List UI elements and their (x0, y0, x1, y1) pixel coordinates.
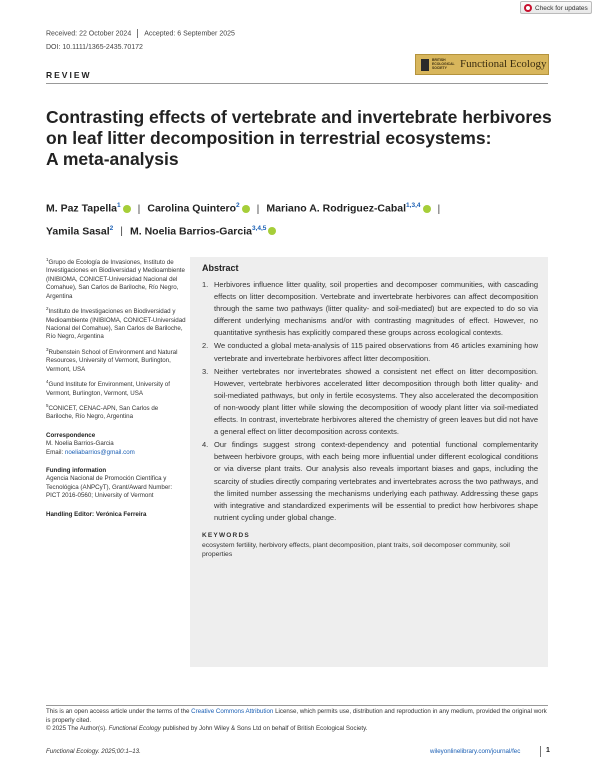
bes-logo-icon (421, 59, 429, 71)
correspondence-email-line: Email: noeliabarrios@gmail.com (46, 448, 135, 456)
keywords-heading: KEYWORDS (202, 531, 250, 539)
author-affiliation-sup: 1,3,4 (406, 202, 421, 209)
email-link[interactable]: noeliabarrios@gmail.com (64, 448, 135, 456)
title-line: A meta-analysis (46, 149, 179, 169)
author-name[interactable]: Carolina Quintero (147, 202, 237, 215)
journal-logo[interactable] (415, 54, 549, 75)
license-footer (46, 708, 548, 734)
author-separator: | (437, 202, 441, 215)
abstract-item: 4. Our findings suggest strong context-dependency and potential functional complementarity between herbivore groups, with each being more influential under different ecological conditions or via diverse plant traits. Our analysis also reveals important biases and gaps, including the scarcity of studies directly comparing vertebrates and invertebrates across the two pathways, and the limited number assessing the mechanisms underlying each pathway. Addressing these gaps with integrative and standardized experiments will be essential to predict how herbivores shape nutrient cycling under global change. (202, 440, 538, 522)
keywords: ecosystem fertility, herbivory effects, plant decomposition, plant traits, soil decomposer community, soil properties (202, 541, 510, 558)
doi: DOI: 10.1111/1365-2435.70172 (46, 44, 143, 51)
footer-divider (46, 705, 548, 706)
author-affiliation-sup: 3,4,5 (251, 224, 267, 232)
journal-url-link[interactable]: wileyonlinelibrary.com/journal/fec (430, 748, 521, 755)
page-number: 1 (546, 747, 550, 754)
orcid-icon[interactable] (423, 205, 431, 213)
affiliation: $^5$CONICET, CENAC-APN, San Carlos de Bariloche, Río Negro, Argentina (46, 402, 159, 421)
section-label: REVIEW (46, 70, 92, 80)
title-line: Contrasting effects of vertebrate and invertebrate herbivores (46, 107, 552, 127)
author-separator: | (120, 225, 123, 237)
correspondence-name: M. Noelia Barrios-Garcia (46, 440, 114, 448)
affiliation: $^3$Rubenstein School of Environment and Natural Resources, University of Vermont, Burlington, Vermont, USA (46, 346, 178, 373)
funding-heading: Funding information (46, 467, 107, 475)
handling-editor (46, 511, 186, 519)
author-affiliation-sup: 2 (236, 202, 240, 209)
author-affiliation-sup: 1 (117, 202, 121, 209)
author-separator: | (256, 202, 260, 215)
check-for-updates-label: Check for updates (535, 5, 588, 12)
sidebar-info (46, 256, 186, 529)
correspondence-heading: Correspondence (46, 431, 96, 439)
date-divider (137, 29, 138, 38)
author-name[interactable]: Yamila Sasal (46, 225, 110, 237)
orcid-icon[interactable] (123, 205, 131, 213)
author-list (46, 196, 556, 241)
affiliation: $^2$Instituto de Investigaciones en Biodiversidad y Medioambiente (INIBIOMA, CONICET-Universidad Nacional del Comahue), San Carlos de Bariloche, Río Negro, Argentina (46, 306, 186, 341)
page-divider (540, 746, 541, 757)
abstract-item: 1. Herbivores influence litter quality, soil properties and decomposer communities, with cascading effects on litter decomposition. Vertebrate and invertebrate herbivores can affect decomposition through the same two pathways (litter quality- and soil-mediated) but are expected to do so via different underlying mechanisms and/or with contrasting magnitudes of effect. However, no quantitative synthesis has explicitly compared these groups across ecological contexts. (202, 280, 538, 338)
header-divider (46, 83, 548, 84)
orcid-icon[interactable] (242, 205, 250, 213)
affiliation: $^1$Grupo de Ecología de Invasiones, Instituto de Investigaciones en Biodiversidad y Medioambiente (INIBIOMA, CONICET-Universidad Nacional del Comahue), San Carlos de Bariloche, Río Negro, Argentina (46, 257, 185, 300)
copyright-text: © 2025 The Author(s). Functional Ecology published by John Wiley & Sons Ltd on behalf of British Ecological Society. (46, 725, 368, 733)
abstract-box (190, 257, 548, 667)
cc-license-link[interactable]: Creative Commons Attribution (191, 708, 274, 715)
article-title (46, 107, 556, 170)
orcid-icon[interactable] (268, 227, 276, 235)
abstract-heading: Abstract (202, 263, 239, 273)
check-for-updates-button[interactable] (520, 1, 592, 14)
abstract-list (202, 279, 538, 524)
title-line: on leaf litter decomposition in terrestrial ecosystems: (46, 128, 492, 148)
author-name[interactable]: Mariano A. Rodriguez-Cabal (266, 202, 407, 215)
article-dates (46, 29, 235, 38)
abstract-item: 2. We conducted a global meta-analysis of 115 paired observations from 46 articles examining how vertebrate and invertebrate herbivores affect litter decomposition. (202, 341, 538, 363)
logo-society-text: BRITISH ECOLOGICAL SOCIETY (432, 58, 455, 70)
crossmark-icon (524, 4, 532, 12)
citation: Functional Ecology. 2025;00:1–13. (46, 748, 141, 755)
handling-editor-text: Handling Editor: Verónica Ferreira (46, 510, 147, 518)
accepted-date: Accepted: 6 September 2025 (144, 30, 235, 38)
author-separator: | (137, 202, 141, 215)
funding-text: Agencia Nacional de Promoción Científica y Tecnológica (ANPCyT), Grant/Award Number: PICT 2016-0560; University of Vermont (46, 475, 173, 500)
license-text: This is an open access article under the terms of the Creative Commons Attribution License, which permits use, distribution and reproduction in any medium, provided the original work is properly cited. (46, 708, 547, 724)
author-name[interactable]: M. Noelia Barrios-Garcia (130, 225, 252, 237)
abstract-item: 3. Neither vertebrates nor invertebrates showed a consistent net effect on litter decomposition. However, vertebrate herbivores accelerated litter decomposition through both litter quality- and soil-mediated pathways, but only in fertile ecosystems. They also accelerated the decomposition of non-woody plant litter while slowing the decomposition of woody plant litter via soil-mediated effects. In contrast, invertebrate herbivores altered the chemistry of green leaves but did not have a general effect on litter decomposition across contexts. (202, 366, 538, 437)
logo-journal-name: Functional Ecology (460, 58, 547, 70)
funding (46, 467, 186, 501)
received-date: Received: 22 October 2024 (46, 30, 132, 38)
affiliation: $^4$Gund Institute for Environment, University of Vermont, Burlington, Vermont, USA (46, 379, 170, 397)
author-affiliation-sup: 2 (109, 224, 114, 232)
author-name[interactable]: M. Paz Tapella (46, 202, 117, 215)
correspondence (46, 432, 186, 457)
